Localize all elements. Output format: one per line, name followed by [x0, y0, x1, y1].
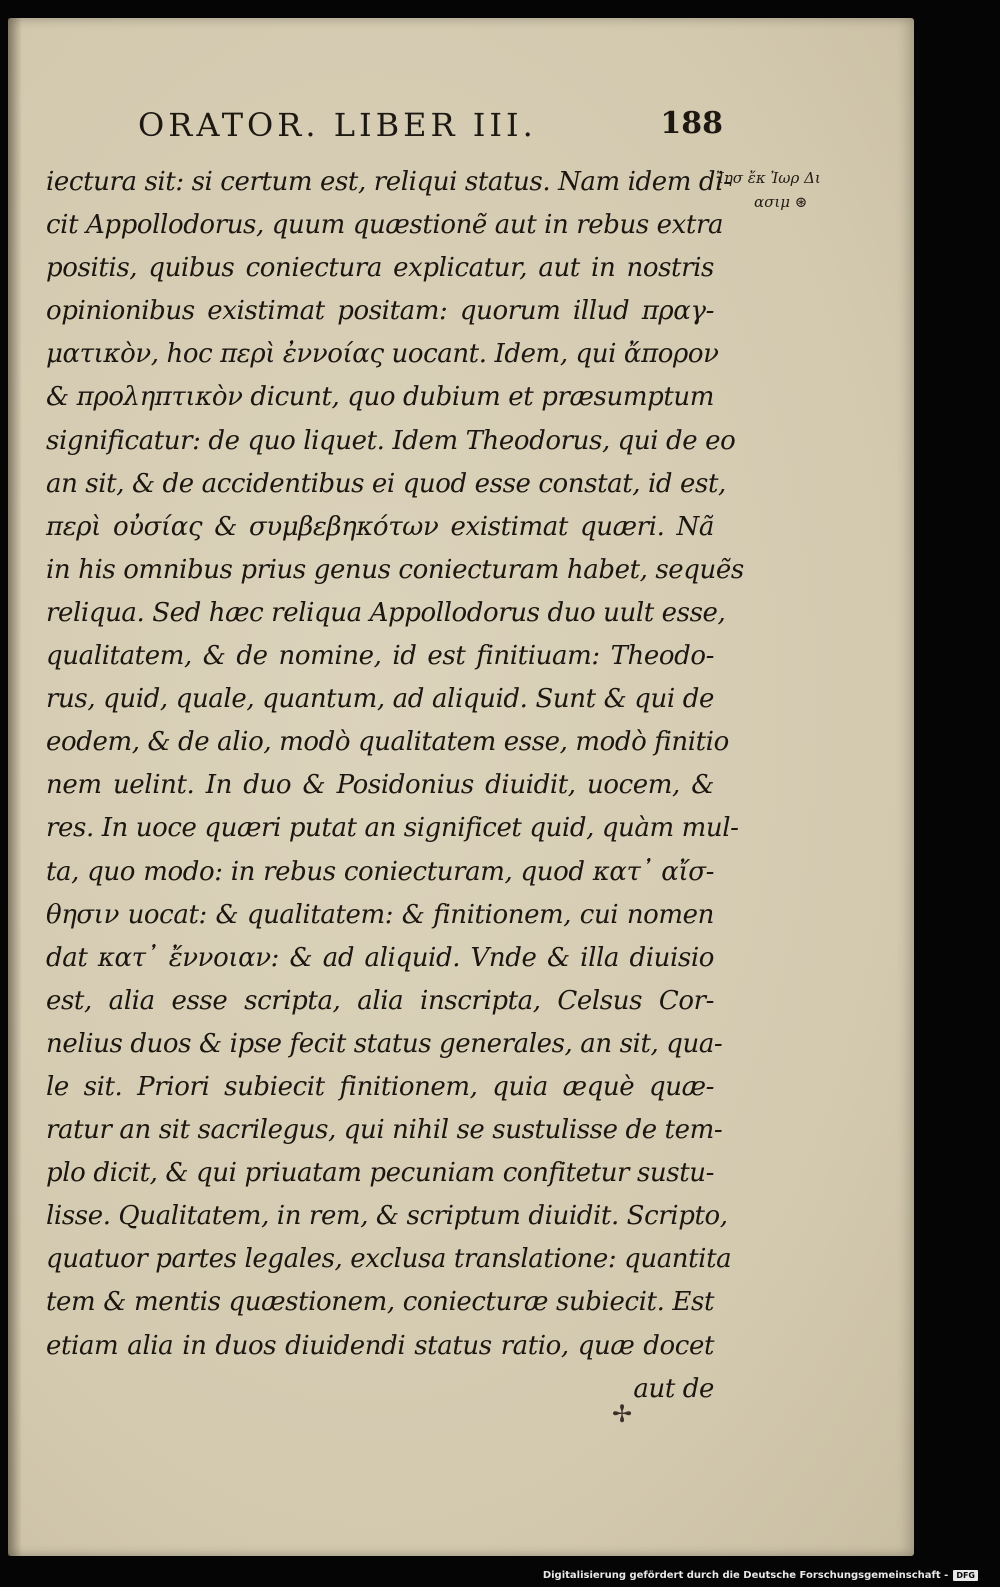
text-line: plo dicit, & qui priuatam pecuniam confitetur sustu-: [46, 1158, 714, 1189]
text-line: etiam alia in duos diuidendi status ratio, quæ docet: [46, 1330, 714, 1361]
ornament-icon: ✢: [612, 1400, 633, 1428]
text-line: eodem, & de alio, modò qualitatem esse, modò finitio: [46, 727, 729, 758]
text-line: an sit, & de accidentibus ei quod esse constat, id est,: [46, 468, 726, 499]
text-line: ratur an sit sacrilegus, qui nihil se sustulisse de tem-: [46, 1115, 723, 1146]
text-line: positis, quibus coniectura explicatur, aut in nostris: [46, 253, 714, 284]
text-line: nelius duos & ipse fecit status generales, an sit, qua-: [46, 1028, 723, 1059]
digitization-footer: [543, 1570, 978, 1581]
text-line: iectura sit: si certum est, reliqui status. Nam idem di-: [46, 167, 732, 197]
marginal-annotation: [716, 166, 846, 214]
text-line: le sit. Priori subiecit finitionem, quia æquè quæ-: [46, 1071, 714, 1102]
catchword: aut de: [633, 1373, 714, 1404]
body-text: [46, 161, 744, 1411]
text-line: in his omnibus prius genus coniecturam habet, sequẽs: [46, 554, 744, 585]
text-line: res. In uoce quæri putat an significet quid, quàm mul-: [46, 813, 739, 844]
text-line: & προληπτικὸν dicunt, quo dubium et præsumptum: [46, 382, 714, 413]
text-line: tem & mentis quæstionem, coniecturæ subiecit. Est: [46, 1287, 714, 1318]
text-line: cit Appollodorus, quum quæstionẽ aut in rebus extra: [46, 210, 724, 241]
text-line: significatur: de quo liquet. Idem Theodorus, qui de eo: [46, 425, 736, 456]
dfg-logo: DFG: [953, 1570, 978, 1581]
footer-text: Digitalisierung gefördert durch die Deutsche Forschungsgemeinschaft -: [542, 1570, 949, 1581]
text-line: reliqua. Sed hæc reliqua Appollodorus duo uult esse,: [46, 597, 726, 628]
running-head: [128, 106, 723, 154]
text-line: ta, quo modo: in rebus coniecturam, quod κατ᾽ αἴσ-: [46, 856, 714, 887]
text-line: θησιν uocat: & qualitatem: & finitionem, cui nomen: [46, 899, 714, 930]
marginal-annotation-line: Ἰησ ἔκ Ἰωρ Δι: [716, 169, 821, 187]
text-line: nem uelint. In duo & Posidonius diuidit, uocem, &: [46, 770, 714, 801]
text-line: lisse. Qualitatem, in rem, & scriptum diuidit. Scripto,: [46, 1201, 728, 1232]
marginal-annotation-line: ασιμ ⊛: [754, 193, 808, 211]
page-gutter-shadow: [8, 18, 22, 1556]
page-number: 188: [660, 106, 723, 141]
text-line: rus, quid, quale, quantum, ad aliquid. Sunt & qui de: [46, 684, 714, 715]
text-line: est, alia esse scripta, alia inscripta, Celsus Cor-: [46, 985, 714, 1016]
text-line: περὶ οὐσίας & συμβεβηκότων existimat quæri. Nã: [46, 511, 714, 542]
text-line: qualitatem, & de nomine, id est finitiuam: Theodo-: [46, 641, 714, 672]
text-line: opinionibus existimat positam: quorum illud πραγ-: [46, 296, 714, 327]
text-line: dat κατ᾽ ἔννοιαν: & ad aliquid. Vnde & illa diuisio: [46, 942, 714, 973]
book-page: [8, 18, 914, 1556]
running-head-title: ORATOR. LIBER III.: [138, 106, 537, 144]
text-line: quatuor partes legales, exclusa translatione: quantita: [46, 1244, 732, 1275]
text-line: ματικὸν, hoc περὶ ἐννοίας uocant. Idem, qui ἄπορον: [46, 339, 719, 370]
